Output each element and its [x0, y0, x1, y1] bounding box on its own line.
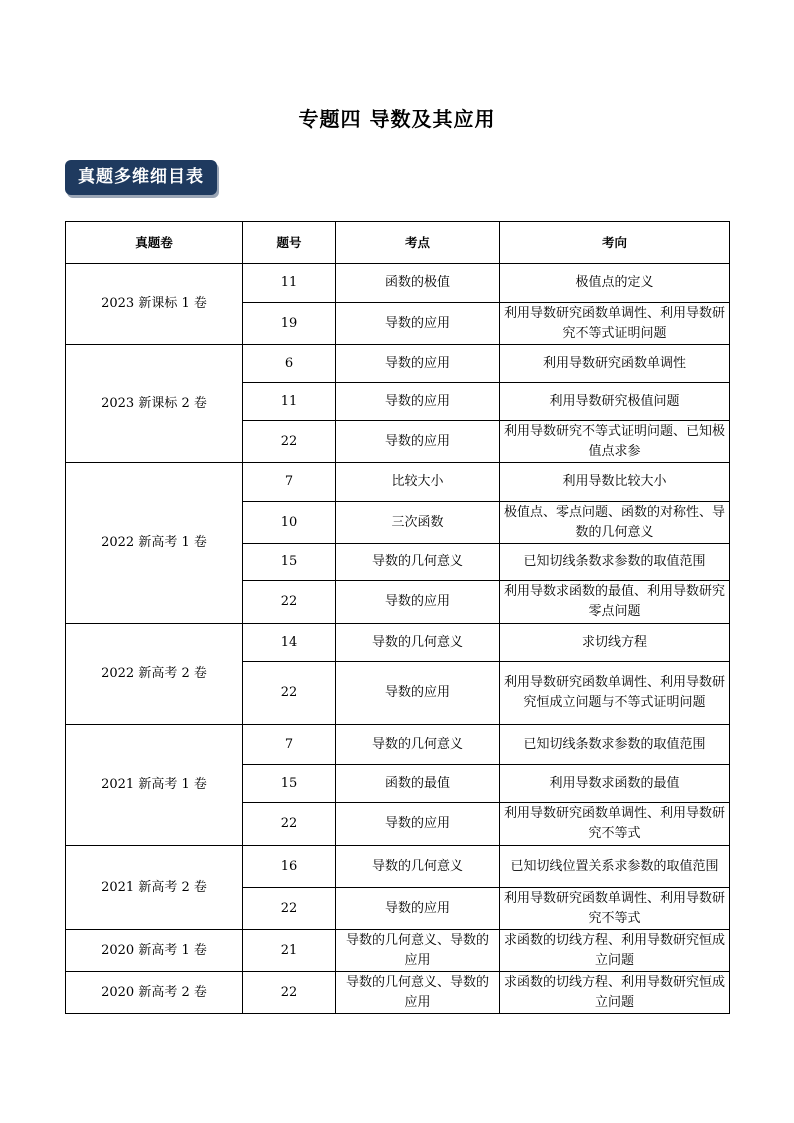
exam-point-cell: 导数的几何意义: [336, 725, 500, 765]
exam-direction-cell: 利用导数研究函数单调性、利用导数研究不等式: [500, 888, 730, 930]
question-number-cell: 7: [243, 463, 336, 502]
paper-cell: 2021 新高考 2 卷: [66, 846, 243, 930]
question-number-cell: 22: [243, 662, 336, 725]
exam-direction-cell: 极值点、零点问题、函数的对称性、导数的几何意义: [500, 502, 730, 544]
paper-cell: 2020 新高考 2 卷: [66, 972, 243, 1014]
table-body: [66, 264, 730, 1014]
exam-breakdown-table: [65, 221, 730, 1014]
paper-cell: 2021 新高考 1 卷: [66, 725, 243, 846]
exam-direction-cell: 利用导数研究函数单调性: [500, 345, 730, 383]
exam-point-cell: 导数的应用: [336, 662, 500, 725]
exam-point-cell: 导数的应用: [336, 303, 500, 345]
table-row: [66, 345, 730, 383]
paper-cell: 2023 新课标 2 卷: [66, 345, 243, 463]
header-question-number: 题号: [243, 222, 336, 264]
question-number-cell: 14: [243, 624, 336, 662]
exam-point-cell: 函数的极值: [336, 264, 500, 303]
exam-direction-cell: 已知切线条数求参数的取值范围: [500, 725, 730, 765]
question-number-cell: 22: [243, 888, 336, 930]
table-header-row: [66, 222, 730, 264]
page-title: 专题四 导数及其应用: [298, 107, 496, 131]
exam-direction-cell: 利用导数研究不等式证明问题、已知极值点求参: [500, 421, 730, 463]
question-number-cell: 6: [243, 345, 336, 383]
exam-point-cell: 导数的应用: [336, 421, 500, 463]
section-badge: 真题多维细目表: [65, 160, 217, 195]
question-number-cell: 15: [243, 765, 336, 803]
table-row: [66, 463, 730, 502]
table-row: [66, 846, 730, 888]
question-number-cell: 19: [243, 303, 336, 345]
question-number-cell: 22: [243, 972, 336, 1014]
question-number-cell: 22: [243, 803, 336, 846]
table-row: [66, 264, 730, 303]
question-number-cell: 10: [243, 502, 336, 544]
exam-direction-cell: 求函数的切线方程、利用导数研究恒成立问题: [500, 930, 730, 972]
exam-point-cell: 函数的最值: [336, 765, 500, 803]
exam-direction-cell: 利用导数研究极值问题: [500, 383, 730, 421]
exam-direction-cell: 利用导数研究函数单调性、利用导数研究不等式证明问题: [500, 303, 730, 345]
exam-point-cell: 导数的几何意义: [336, 544, 500, 581]
question-number-cell: 22: [243, 421, 336, 463]
exam-direction-cell: 利用导数比较大小: [500, 463, 730, 502]
exam-direction-cell: 利用导数研究函数单调性、利用导数研究恒成立问题与不等式证明问题: [500, 662, 730, 725]
exam-direction-cell: 极值点的定义: [500, 264, 730, 303]
table-row: [66, 930, 730, 972]
paper-cell: 2022 新高考 1 卷: [66, 463, 243, 624]
header-exam-direction: 考向: [500, 222, 730, 264]
exam-point-cell: 导数的几何意义: [336, 846, 500, 888]
paper-cell: 2023 新课标 1 卷: [66, 264, 243, 345]
exam-point-cell: 导数的应用: [336, 803, 500, 846]
header-exam-point: 考点: [336, 222, 500, 264]
exam-direction-cell: 利用导数求函数的最值、利用导数研究零点问题: [500, 581, 730, 624]
question-number-cell: 16: [243, 846, 336, 888]
header-paper: 真题卷: [66, 222, 243, 264]
exam-point-cell: 三次函数: [336, 502, 500, 544]
question-number-cell: 15: [243, 544, 336, 581]
exam-direction-cell: 利用导数研究函数单调性、利用导数研究不等式: [500, 803, 730, 846]
exam-point-cell: 导数的几何意义、导数的应用: [336, 930, 500, 972]
question-number-cell: 11: [243, 264, 336, 303]
exam-point-cell: 导数的应用: [336, 581, 500, 624]
exam-direction-cell: 已知切线位置关系求参数的取值范围: [500, 846, 730, 888]
exam-point-cell: 导数的几何意义、导数的应用: [336, 972, 500, 1014]
exam-point-cell: 导数的几何意义: [336, 624, 500, 662]
table-row: [66, 725, 730, 765]
exam-point-cell: 导数的应用: [336, 383, 500, 421]
exam-direction-cell: 求函数的切线方程、利用导数研究恒成立问题: [500, 972, 730, 1014]
paper-cell: 2022 新高考 2 卷: [66, 624, 243, 725]
table-row: [66, 624, 730, 662]
question-number-cell: 21: [243, 930, 336, 972]
paper-cell: 2020 新高考 1 卷: [66, 930, 243, 972]
question-number-cell: 22: [243, 581, 336, 624]
exam-point-cell: 导数的应用: [336, 888, 500, 930]
table-row: [66, 972, 730, 1014]
question-number-cell: 7: [243, 725, 336, 765]
question-number-cell: 11: [243, 383, 336, 421]
exam-point-cell: 比较大小: [336, 463, 500, 502]
exam-direction-cell: 求切线方程: [500, 624, 730, 662]
exam-point-cell: 导数的应用: [336, 345, 500, 383]
exam-direction-cell: 利用导数求函数的最值: [500, 765, 730, 803]
exam-direction-cell: 已知切线条数求参数的取值范围: [500, 544, 730, 581]
